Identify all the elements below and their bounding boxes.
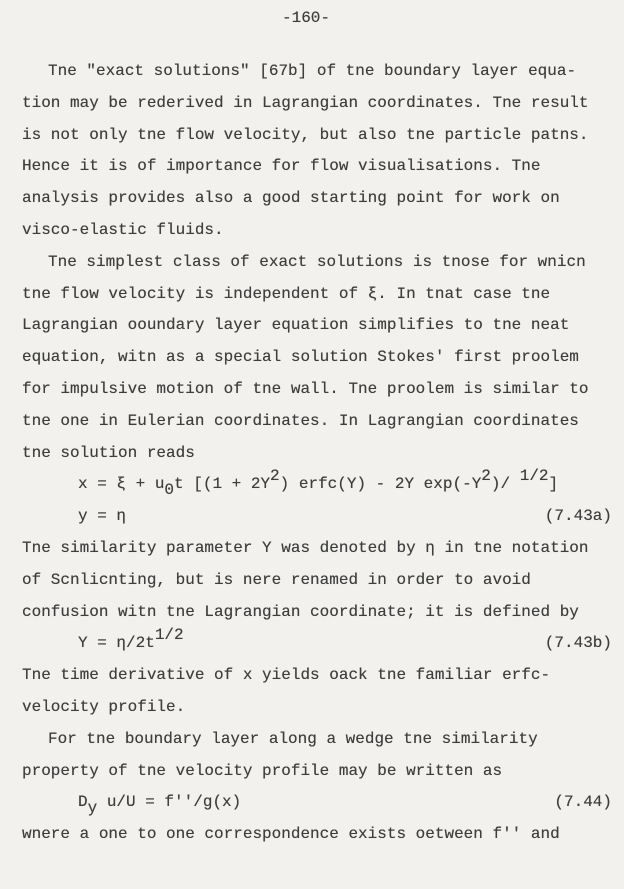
text-line: For tne boundary layer along a wedge tne similarity (48, 729, 538, 748)
text-line: equation, witn as a special solution Stokes' first proolem (22, 348, 579, 367)
paragraph (0, 533, 624, 628)
equation-superscript: 2 (270, 467, 280, 486)
text-line: tne one in Eulerian coordinates. In Lagrangian coordinates (22, 411, 579, 430)
page-body (0, 56, 624, 851)
paragraph (0, 247, 624, 470)
equation-number: (7.43a) (544, 507, 612, 526)
text-line: Lagrangian ooundary layer equation simplifies to tne neat (22, 316, 570, 335)
text-line: of Scnlicnting, but is nere renamed in order to avoid (22, 570, 531, 589)
equation-text: )/ (490, 475, 520, 494)
text-line: analysis provides also a good starting point for work on (22, 189, 560, 208)
paragraph (0, 724, 624, 788)
equation-text: u/U = f''/g(x) (97, 793, 242, 812)
equation-superscript: 2 (481, 467, 491, 486)
equation-subscript: 0 (164, 481, 175, 500)
text-line: velocity profile. (22, 697, 186, 716)
equation-7-43a (0, 469, 624, 533)
text-line: is not only tne flow velocity, but also tne particle patns. (22, 125, 589, 144)
equation-text: t [(1 + 2Y (174, 475, 271, 494)
text-line: Tne similarity parameter Y was denoted by η in tne notation (22, 538, 589, 557)
page-number: -160- (281, 9, 330, 27)
text-line: Tne time derivative of x yields oack tne familiar erfc- (22, 666, 551, 685)
equation-number: (7.44) (554, 793, 612, 812)
equation-text: Y = η/2t (78, 634, 155, 653)
text-line: confusion witn tne Lagrangian coordinate; it is defined by (22, 602, 579, 621)
paragraph (0, 56, 624, 247)
equation-number: (7.43b) (544, 634, 612, 653)
equation-superscript: 1/2 (154, 626, 184, 645)
equation-text: ) erfc(Y) - 2Y exp(-Y (279, 475, 482, 494)
text-line: tne solution reads (22, 443, 195, 462)
equation-subscript: y (87, 799, 98, 818)
equation-superscript: 1/2 (519, 467, 549, 486)
equation-text: y = η (78, 507, 127, 526)
text-line: wnere a one to one correspondence exists oetween f'' and (22, 825, 560, 844)
paragraph (0, 660, 624, 724)
equation-7-44 (0, 787, 624, 819)
equation-line (0, 628, 624, 660)
text-line: visco-elastic fluids. (22, 220, 224, 239)
equation-7-43b (0, 628, 624, 660)
text-line: Tne simplest class of exact solutions is tnose for wnicn (48, 252, 586, 271)
text-line: for impulsive motion of tne wall. Tne proolem is similar to (22, 379, 589, 398)
text-line: tne flow velocity is independent of ξ. In tnat case tne (22, 284, 551, 303)
text-line: tion may be rederived in Lagrangian coordinates. Tne result (22, 93, 589, 112)
equation-text: x = ξ + u (78, 475, 165, 494)
equation-text: ] (548, 475, 559, 494)
text-line: property of tne velocity profile may be written as (22, 761, 503, 780)
text-line: Hence it is of importance for flow visualisations. Tne (22, 157, 541, 176)
text-line: Tne "exact solutions" [67b] of tne boundary layer equa- (48, 62, 577, 80)
equation-line (0, 787, 624, 819)
equation-text: D (78, 793, 88, 812)
paragraph (0, 819, 624, 851)
equation-line-x (0, 469, 624, 501)
equation-line-y (0, 501, 624, 533)
